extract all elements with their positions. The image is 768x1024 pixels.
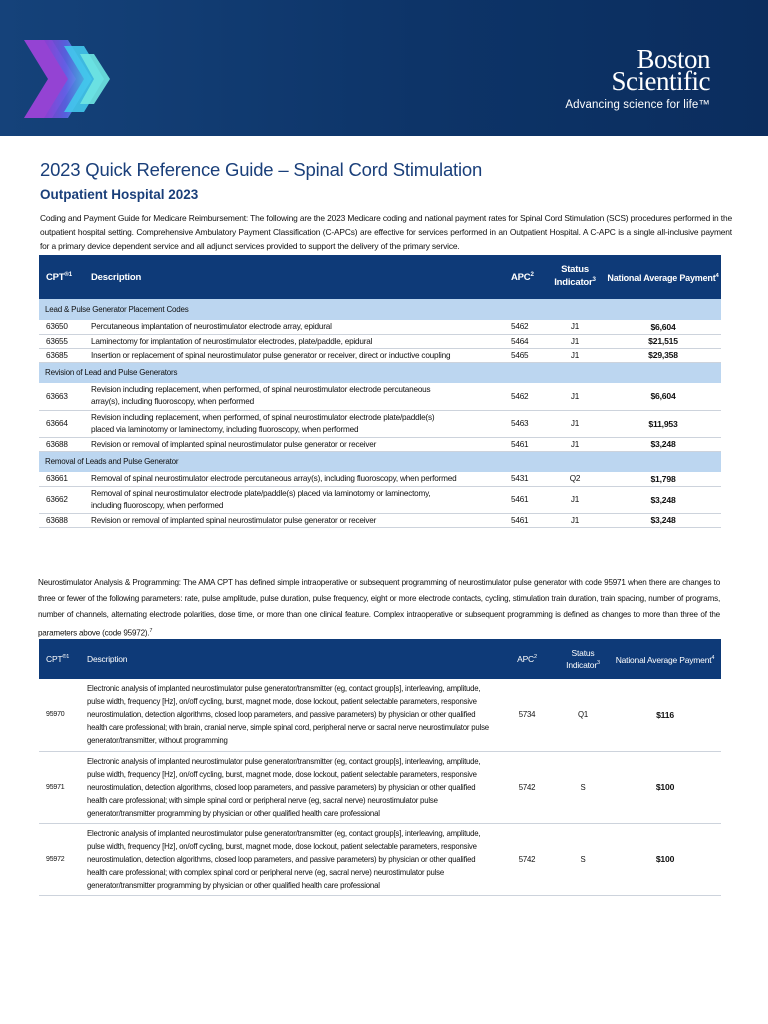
col-header-payment: National Average Payment$^4$ xyxy=(605,255,721,299)
apc-code: 5461 xyxy=(499,486,545,513)
description: Percutaneous implantation of neurostimulator electrode array, epidural xyxy=(87,320,499,334)
intro-paragraph: Coding and Payment Guide for Medicare Reimbursement: The following are the 2023 Medicare coding and national payment rates for Spinal Cord Stimulation (SCS) procedures performed in the outpatient hospital setting. Comprehensive Ambulatory Payment Classification (C-APCs) are effective for services performed in an Outpatient Hospital. A C-APC is a single all-inclusive payment for a primary device dependent service and all adjunct services provided to support the delivery of the primary service. xyxy=(40,213,732,251)
payment-amount: $6,604 xyxy=(605,383,721,410)
analysis-programming-paragraph xyxy=(38,575,720,642)
table-row xyxy=(39,751,721,823)
status-indicator: S xyxy=(557,751,609,823)
status-indicator: J1 xyxy=(545,334,605,348)
col-header-description: Description xyxy=(83,639,497,679)
description: Electronic analysis of implanted neurostimulator pulse generator/transmitter (eg, contact group[s], interleaving, amplitude, pulse width, frequency [Hz], on/off cycling, burst, magnet mode, dose lockout, patient selectable parameters, responsive neurostimulation, detection algorithms, closed loop parameters, and passive parameters) by physician or other qualified health care professional; with complex spinal cord or peripheral nerve (eg, sacral nerve) neurostimulator pulse generator/transmitter programming by physician or other qualified health care professional xyxy=(83,823,497,895)
page-subtitle: Outpatient Hospital 2023 xyxy=(40,187,199,202)
apc-code: 5742 xyxy=(497,751,557,823)
payment-amount: $116 xyxy=(609,679,721,751)
cpt-code: 95972 xyxy=(39,823,83,895)
cpt-code: 63661 xyxy=(39,472,87,486)
cpt-code: 95970 xyxy=(39,679,83,751)
status-indicator: J1 xyxy=(545,513,605,527)
col-header-description: Description xyxy=(87,255,499,299)
status-indicator: J1 xyxy=(545,348,605,362)
status-indicator: Q2 xyxy=(545,472,605,486)
analysis-heading: Neurostimulator Analysis & Programming: xyxy=(38,578,181,587)
table-row xyxy=(39,320,721,334)
brand-logo xyxy=(565,44,710,111)
section-title: Removal of Leads and Pulse Generator xyxy=(39,451,721,472)
col-header-status: Status Indicator$^3$ xyxy=(557,639,609,679)
status-indicator: Q1 xyxy=(557,679,609,751)
section-title: Lead & Pulse Generator Placement Codes xyxy=(39,299,721,320)
cpt-code: 63662 xyxy=(39,486,87,513)
description: Electronic analysis of implanted neurostimulator pulse generator/transmitter (eg, contact group[s], interleaving, amplitude, pulse width, frequency [Hz], on/off cycling, burst, magnet mode, dose lockout, patient selectable parameters, responsive neurostimulation, detection algorithms, closed loop parameters, and passive parameters) by physician or other qualified health care professional; with simple spinal cord or peripheral nerve (eg, sacral nerve) neurostimulator pulse generator/transmitter programming by physician or other qualified health care professional xyxy=(83,751,497,823)
description: Electronic analysis of implanted neurostimulator pulse generator/transmitter (eg, contact group[s], interleaving, amplitude, pulse width, frequency [Hz], on/off cycling, burst, magnet mode, dose lockout, patient selectable parameters, responsive neurostimulation, detection algorithms, closed loop parameters, and passive parameters) by physician or other qualified health care professional; with brain, cranial nerve, simple spinal cord, peripheral nerve or sacral nerve neurostimulator pulse generator/transmitter, without programming xyxy=(83,679,497,751)
table-row xyxy=(39,348,721,362)
cpt-code: 63688 xyxy=(39,513,87,527)
status-indicator: S xyxy=(557,823,609,895)
col-header-cpt: $CPT^{®1}$ xyxy=(39,639,83,679)
section-header-row xyxy=(39,451,721,472)
description: Revision or removal of implanted spinal neurostimulator pulse generator or receiver xyxy=(87,437,499,451)
description: Insertion or replacement of spinal neurostimulator pulse generator or receiver, direct or inductive coupling xyxy=(87,348,499,362)
table-row xyxy=(39,437,721,451)
payment-amount: $100 xyxy=(609,823,721,895)
cpt-code: 95971 xyxy=(39,751,83,823)
status-indicator: J1 xyxy=(545,410,605,437)
cpt-code: 63650 xyxy=(39,320,87,334)
payment-amount: $21,515 xyxy=(605,334,721,348)
apc-code: 5462 xyxy=(499,383,545,410)
analysis-text: The AMA CPT has defined simple intraoperative or subsequent programming of neurostimulator pulse generator with code 95971 when there are changes to three or fewer of the following parameters: rate, pulse amplitude, pulse duration, pulse frequency, eight or more electrode contacts, cycling, stimulation train duration, train spacing, number of programs, number of channels, alternating electrode polarities, dose time, or more than one clinical feature. Complex intraoperative or subsequent programming is defined as changes to more than three of the parameters above (code 95972). xyxy=(38,578,721,638)
cpt-code: 63688 xyxy=(39,437,87,451)
page-title: 2023 Quick Reference Guide – Spinal Cord Stimulation xyxy=(40,159,483,180)
description: Removal of spinal neurostimulator electrode percutaneous array(s), including fluoroscopy, when performed xyxy=(87,472,499,486)
apc-code: 5462 xyxy=(499,320,545,334)
section-title: Revision of Lead and Pulse Generators xyxy=(39,362,721,383)
payment-amount: $6,604 xyxy=(605,320,721,334)
col-header-payment: National Average Payment$^4$ xyxy=(609,639,721,679)
description: Removal of spinal neurostimulator electrode plate/paddle(s) placed via laminotomy or laminectomy, including fluoroscopy, when performed xyxy=(87,486,499,513)
table-row xyxy=(39,472,721,486)
apc-code: 5461 xyxy=(499,437,545,451)
status-indicator: J1 xyxy=(545,486,605,513)
col-header-apc: APC$^2$ xyxy=(499,255,545,299)
brand-name-line1: Boston xyxy=(636,44,710,74)
description: Revision including replacement, when performed, of spinal neurostimulator electrode plate/paddle(s) placed via laminotomy or laminectomy, including fluoroscopy, when performed xyxy=(87,410,499,437)
cpt-code: 63663 xyxy=(39,383,87,410)
apc-code: 5742 xyxy=(497,823,557,895)
col-header-apc: APC$^2$ xyxy=(497,639,557,679)
cpt-code: 63664 xyxy=(39,410,87,437)
header-banner xyxy=(0,0,768,136)
apc-code: 5464 xyxy=(499,334,545,348)
status-indicator: J1 xyxy=(545,437,605,451)
apc-code: 5465 xyxy=(499,348,545,362)
description: Laminectomy for implantation of neurostimulator electrodes, plate/paddle, epidural xyxy=(87,334,499,348)
description: Revision including replacement, when performed, of spinal neurostimulator electrode percutaneous array(s), including fluoroscopy, when performed xyxy=(87,383,499,410)
table-row xyxy=(39,486,721,513)
chevron-arrows-logo-icon xyxy=(24,40,114,118)
cpt-code: 63685 xyxy=(39,348,87,362)
section-header-row xyxy=(39,362,721,383)
analysis-footnote: 7 xyxy=(149,628,153,634)
table-row xyxy=(39,513,721,527)
table-row xyxy=(39,823,721,895)
table-row xyxy=(39,383,721,410)
apc-code: 5431 xyxy=(499,472,545,486)
description: Revision or removal of implanted spinal neurostimulator pulse generator or receiver xyxy=(87,513,499,527)
brand-name-line2: Scientific xyxy=(611,66,710,96)
col-header-status: Status Indicator$^3$ xyxy=(545,255,605,299)
brand-tagline: Advancing science for life™ xyxy=(565,99,710,111)
programming-codes-table xyxy=(39,639,721,896)
payment-amount: $3,248 xyxy=(605,513,721,527)
spinal-cord-codes-table xyxy=(39,255,721,528)
payment-amount: $100 xyxy=(609,751,721,823)
apc-code: 5461 xyxy=(499,513,545,527)
section-header-row xyxy=(39,299,721,320)
table-row xyxy=(39,679,721,751)
table-row xyxy=(39,410,721,437)
status-indicator: J1 xyxy=(545,320,605,334)
payment-amount: $1,798 xyxy=(605,472,721,486)
cpt-code: 63655 xyxy=(39,334,87,348)
table-row xyxy=(39,334,721,348)
payment-amount: $3,248 xyxy=(605,437,721,451)
apc-code: 5463 xyxy=(499,410,545,437)
col-header-cpt: $CPT^{®1}$ xyxy=(39,255,87,299)
payment-amount: $11,953 xyxy=(605,410,721,437)
payment-amount: $3,248 xyxy=(605,486,721,513)
status-indicator: J1 xyxy=(545,383,605,410)
apc-code: 5734 xyxy=(497,679,557,751)
payment-amount: $29,358 xyxy=(605,348,721,362)
